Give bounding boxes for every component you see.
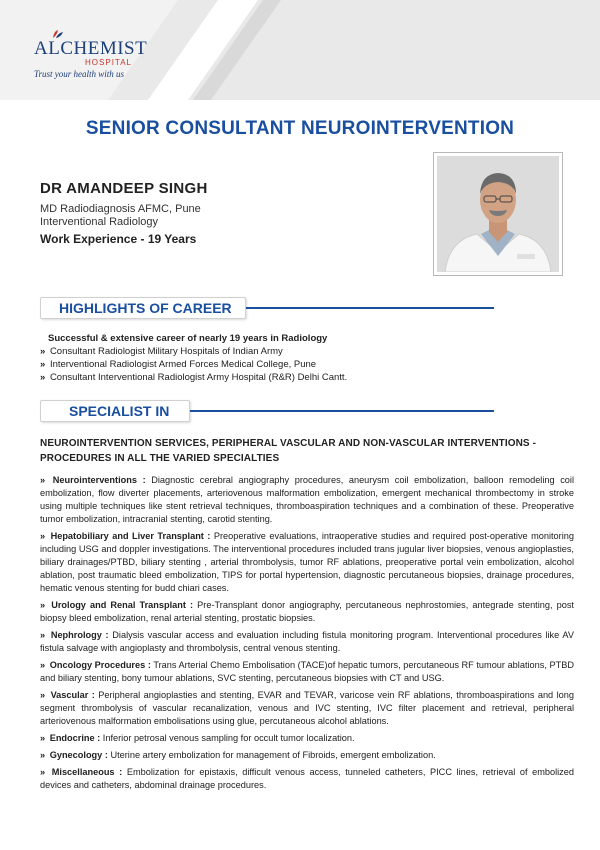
- list-item-label: Endocrine :: [49, 733, 101, 743]
- logo-name: ALCHEMIST: [34, 38, 148, 59]
- specialist-divider: [190, 410, 494, 412]
- doctor-photo: [437, 156, 559, 272]
- leaf-logo-icon: [52, 29, 64, 39]
- list-item: [40, 530, 574, 595]
- list-item-text: Consultant Interventional Radiologist Army Hospital (R&R) Delhi Cantt.: [49, 372, 348, 383]
- page-title: SENIOR CONSULTANT NEUROINTERVENTION: [85, 118, 515, 139]
- chevron-double-right-icon: »: [40, 346, 46, 357]
- logo-tagline: Trust your health with us: [34, 69, 125, 79]
- doctor-qualification: MD Radiodiagnosis AFMC, Pune: [40, 203, 201, 215]
- list-item: [40, 371, 560, 384]
- list-item-label: Urology and Renal Transplant :: [51, 600, 194, 610]
- list-item: [40, 474, 574, 526]
- doctor-portrait-illustration: [437, 156, 559, 272]
- chevron-double-right-icon: »: [40, 690, 46, 700]
- list-item-text: Embolization for epistaxis, difficult venous access, tunneled catheters, PICC lines, retrieval of embolized devices and catheters, abdominal drainage procedures.: [40, 767, 574, 790]
- list-item-text: Peripheral angioplasties and stenting, EVAR and TEVAR, varicose vein RF ablations, thromboaspirations and long segment thrombolysis of vascular recanalization, venous and IVC stenting, IVC filter placement and retrieval, peripheral arteriovenous malformation embolisations using glue, percutaneous alcohol ablations.: [40, 690, 574, 726]
- list-item-label: Oncology Procedures :: [49, 660, 151, 670]
- list-item: [40, 659, 574, 685]
- list-item-text: Inferior petrosal venous sampling for occult tumor localization.: [102, 733, 355, 743]
- list-item: [40, 749, 574, 762]
- highlights-heading-text: HIGHLIGHTS OF CAREER: [59, 300, 232, 316]
- list-item-text: Uterine artery embolization for management of Fibroids, emergent embolization.: [110, 750, 436, 760]
- chevron-double-right-icon: »: [40, 630, 46, 640]
- list-item-label: Gynecology :: [49, 750, 108, 760]
- specialist-list: [40, 474, 574, 796]
- doctor-name: DR AMANDEEP SINGH: [40, 180, 208, 197]
- list-item: [40, 629, 574, 655]
- list-item-text: Pre-Transplant donor angiography, percutaneous nephrostomies, antegrade stenting, post biopsy bleed embolization, renal arterial stenting, prostatic biopsies.: [40, 600, 574, 623]
- chevron-double-right-icon: »: [40, 767, 46, 777]
- doctor-field: Interventional Radiology: [40, 216, 159, 228]
- list-item: [40, 689, 574, 728]
- header-banner: [0, 0, 600, 100]
- chevron-double-right-icon: »: [40, 372, 46, 383]
- list-item-label: Hepatobiliary and Liver Transplant :: [50, 531, 211, 541]
- specialist-summary: NEUROINTERVENTION SERVICES, PERIPHERAL VASCULAR AND NON-VASCULAR INTERVENTIONS - PROCEDURES IN ALL THE VARIED SPECIALTIES: [40, 438, 537, 464]
- chevron-double-right-icon: »: [40, 660, 46, 670]
- list-item-text: Preoperative evaluations, intraoperative studies and required post-operative monitoring including USG and doppler investigations. The interventional procedures included trans jugular liver biopsies, venous angioplasties, biliary drainages/PTBD, biliary stenting , arterial thrombolysis, tumor RF ablations, preoperative portal vein embolization, alcohol ablation, post traumatic bleed embolization, TIPS for portal hypertension, diagnostic percutaneous biopsies, drainage procedures, hematic venous stenting for budd chiari cases.: [40, 531, 574, 593]
- highlights-heading: [40, 297, 246, 319]
- chevron-double-right-icon: »: [40, 750, 46, 760]
- list-item: [40, 358, 560, 371]
- list-item: [40, 345, 560, 358]
- list-item-label: Neurointerventions :: [52, 475, 146, 485]
- specialist-heading-text: SPECIALIST IN: [69, 403, 170, 419]
- list-item-label: Nephrology :: [50, 630, 109, 640]
- doctor-info: [40, 180, 420, 246]
- chevron-double-right-icon: »: [40, 475, 46, 485]
- chevron-double-right-icon: »: [40, 733, 46, 743]
- specialist-heading: [40, 400, 190, 422]
- logo-subtitle: HOSPITAL: [85, 58, 132, 67]
- list-item-text: Consultant Radiologist Military Hospitals of Indian Army: [49, 346, 283, 357]
- highlights-list: [40, 332, 560, 384]
- highlights-lead: Successful & extensive career of nearly 19 years in Radiology: [48, 333, 328, 344]
- doctor-experience: Work Experience - 19 Years: [40, 232, 197, 246]
- list-item: [40, 766, 574, 792]
- list-item-text: Diagnostic cerebral angiography procedures, aneurysm coil embolization, balloon remodeling coil embolization, flow diverter placements, arteriovenous malformation embolization, emergent mechanical thrombectomy in stroke using multiple techniques like stent retrieval techniques, thromboaspiration techniques and a combination of these. Preoperative tumor embolization, intracranial stenting, carotid stenting.: [40, 475, 574, 524]
- list-item: [40, 599, 574, 625]
- list-item-label: Vascular :: [50, 690, 95, 700]
- chevron-double-right-icon: »: [40, 600, 46, 610]
- list-item-label: Miscellaneous :: [51, 767, 123, 777]
- chevron-double-right-icon: »: [40, 531, 46, 541]
- highlights-divider: [246, 307, 494, 309]
- list-item: [40, 732, 574, 745]
- doctor-photo-frame: [433, 152, 563, 276]
- hospital-logo[interactable]: [34, 38, 174, 79]
- list-item-text: Dialysis vascular access and evaluation including fistula monitoring program. Interventional procedures like AV fistula salvage with angioplasty and thrombolysis, central venous stenting.: [40, 630, 574, 653]
- list-item-text: Interventional Radiologist Armed Forces Medical College, Pune: [49, 359, 317, 370]
- chevron-double-right-icon: »: [40, 359, 46, 370]
- list-item-text: Trans Arterial Chemo Embolisation (TACE)of hepatic tumors, percutaneous RF tumour ablations, PTBD and biliary stenting, bony tumour ablations, SVC stenting, percutaneous biopsies with CT and USG.: [40, 660, 574, 683]
